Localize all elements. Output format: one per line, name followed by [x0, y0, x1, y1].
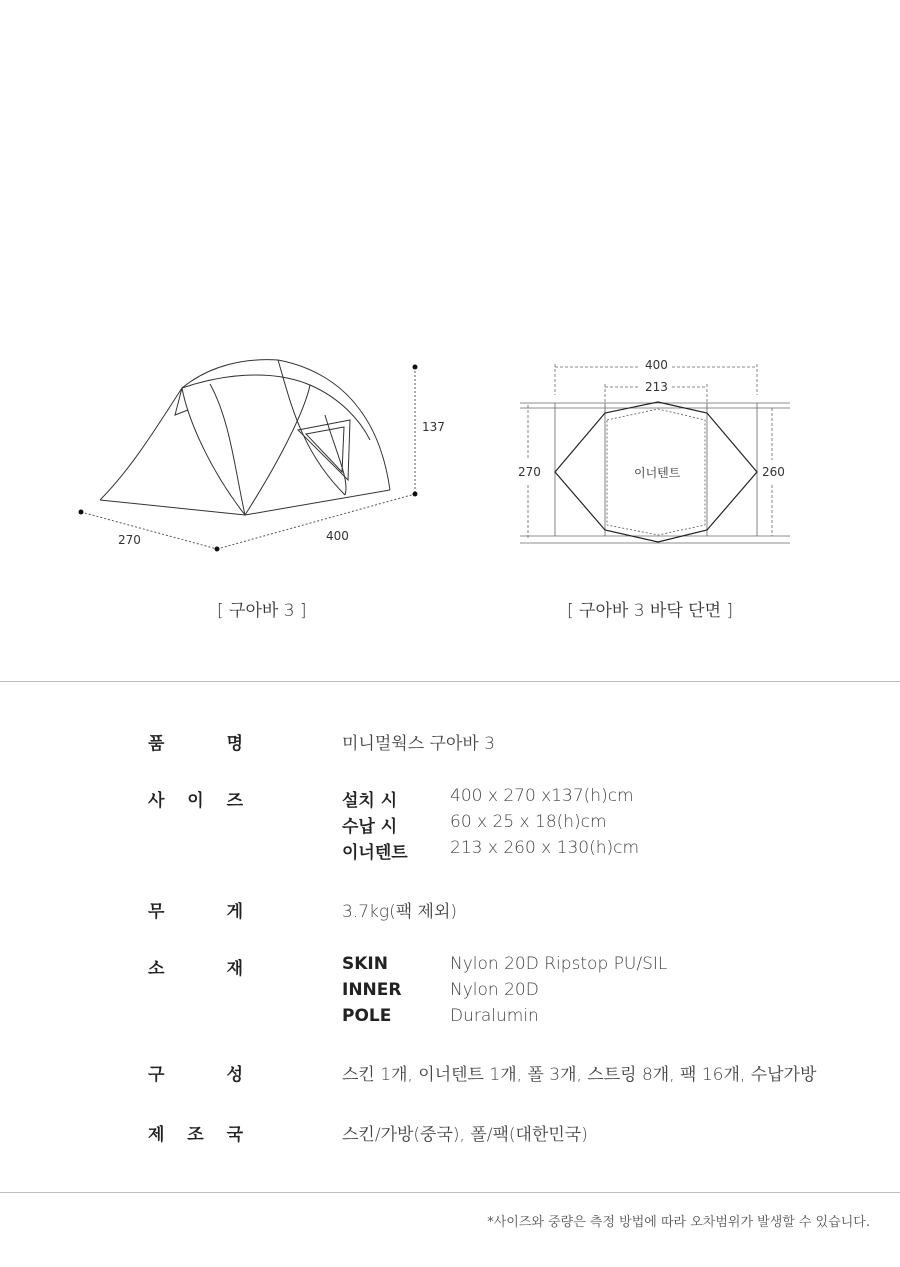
- spec-label-size: 사 이 즈: [148, 791, 243, 811]
- floor-right-depth-label: 260: [762, 465, 785, 479]
- measurement-note: *사이즈와 중량은 측정 방법에 따라 오차범위가 발생할 수 있습니다.: [487, 1215, 870, 1230]
- tent-width-label: 400: [326, 529, 349, 543]
- material-row-pole: POLE Duralumin: [342, 1006, 539, 1026]
- top-divider: [0, 681, 900, 682]
- size-row-inner-tent: 이너텐트 213 x 260 x 130(h)cm: [342, 838, 640, 863]
- spec-value-material: [342, 954, 742, 1032]
- material-row-skin: SKIN Nylon 20D Ripstop PU/SIL: [342, 954, 668, 974]
- spec-label-name: 품 명: [148, 734, 243, 754]
- floor-left-depth-label: 270: [518, 465, 541, 479]
- spec-label-origin: 제 조 국: [148, 1125, 243, 1145]
- spec-label-composition: 구 성: [148, 1065, 243, 1085]
- floor-inner-width-label: 213: [645, 380, 668, 394]
- floor-inner-tent-label: 이너텐트: [634, 466, 681, 480]
- floor-view-caption: [ 구아바 3 바닥 단면 ]: [567, 601, 734, 621]
- floor-outer-width-label: 400: [645, 358, 668, 372]
- size-row-installed: 설치 시 400 x 270 x137(h)cm: [342, 786, 634, 811]
- spec-value-origin: 스킨/가방(중국), 폴/팩(대한민국): [342, 1125, 588, 1145]
- figures-area: [0, 340, 900, 570]
- bottom-divider: [0, 1192, 900, 1193]
- spec-label-weight: 무 게: [148, 902, 243, 922]
- tent-depth-label: 270: [118, 533, 141, 547]
- tent-height-label: 137: [422, 420, 445, 434]
- size-row-packed: 수납 시 60 x 25 x 18(h)cm: [342, 812, 607, 837]
- material-row-inner: INNER Nylon 20D: [342, 980, 539, 1000]
- side-view-caption: [ 구아바 3 ]: [217, 601, 307, 621]
- spec-value-name: 미니멀웍스 구아바 3: [342, 734, 495, 754]
- tent-floor-illustration: [510, 340, 800, 555]
- spec-value-weight: 3.7kg(팩 제외): [342, 902, 458, 922]
- spec-label-material: 소 재: [148, 959, 243, 979]
- spec-value-composition: 스킨 1개, 이너텐트 1개, 폴 3개, 스트링 8개, 팩 16개, 수납가방: [342, 1065, 817, 1085]
- spec-value-size: [342, 786, 742, 864]
- tent-side-illustration: [70, 340, 445, 560]
